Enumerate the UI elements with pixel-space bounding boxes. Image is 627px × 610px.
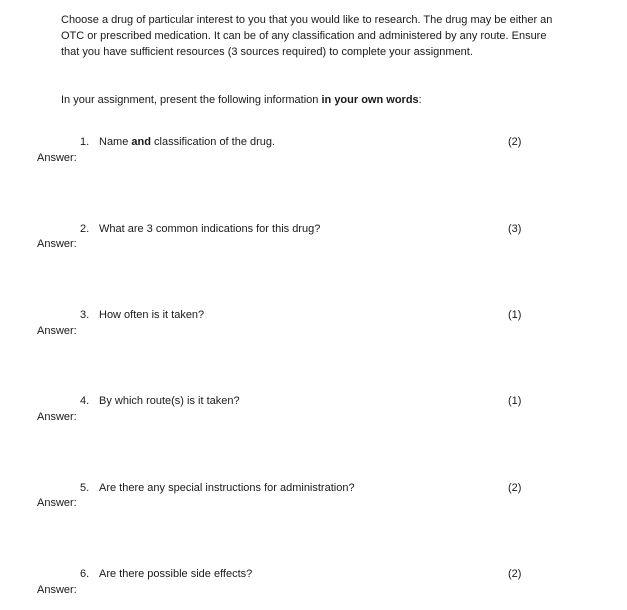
question-6 xyxy=(0,566,627,582)
question-number: 1. xyxy=(80,136,90,148)
answer-label-3: Answer: xyxy=(37,325,77,337)
question-marks: (2) xyxy=(508,482,522,494)
instruction-suffix: : xyxy=(418,94,422,106)
question-text: How often is it taken? xyxy=(99,309,205,321)
question-text-after: classification of the drug. xyxy=(150,136,276,148)
assignment-intro: Choose a drug of particular interest to you that you would like to research. The drug may be either an OTC or prescribed medication. It can be of any classification and administered by any route. Ensure that you have sufficient resources (3 sources required) to complete your assignment. xyxy=(61,14,553,58)
question-text: What are 3 common indications for this drug? xyxy=(99,223,321,235)
question-4 xyxy=(0,393,627,409)
question-marks: (1) xyxy=(508,309,522,321)
question-5 xyxy=(0,480,627,496)
question-number: 3. xyxy=(80,309,90,321)
question-2 xyxy=(0,221,627,237)
question-marks: (2) xyxy=(508,136,522,148)
answer-label-4: Answer: xyxy=(37,411,77,423)
answer-label-5: Answer: xyxy=(37,497,77,509)
question-text-bold: and xyxy=(131,136,151,148)
answer-label-1: Answer: xyxy=(37,152,77,164)
question-text: Are there any special instructions for administration? xyxy=(99,482,355,494)
answer-label-6: Answer: xyxy=(37,584,77,596)
instruction-prefix: In your assignment, present the following information xyxy=(61,94,322,106)
question-1 xyxy=(0,134,627,150)
question-number: 4. xyxy=(80,395,90,407)
question-number: 2. xyxy=(80,223,90,235)
question-3 xyxy=(0,307,627,323)
assignment-instruction xyxy=(61,92,422,108)
question-text-before: Name xyxy=(99,136,132,148)
question-text: By which route(s) is it taken? xyxy=(99,395,240,407)
answer-label-2: Answer: xyxy=(37,238,77,250)
question-marks: (1) xyxy=(508,395,522,407)
question-text: Are there possible side effects? xyxy=(99,568,253,580)
question-marks: (3) xyxy=(508,223,522,235)
question-number: 5. xyxy=(80,482,90,494)
question-number: 6. xyxy=(80,568,90,580)
question-marks: (2) xyxy=(508,568,522,580)
instruction-emphasis: in your own words xyxy=(321,94,419,106)
question-text xyxy=(99,134,275,150)
